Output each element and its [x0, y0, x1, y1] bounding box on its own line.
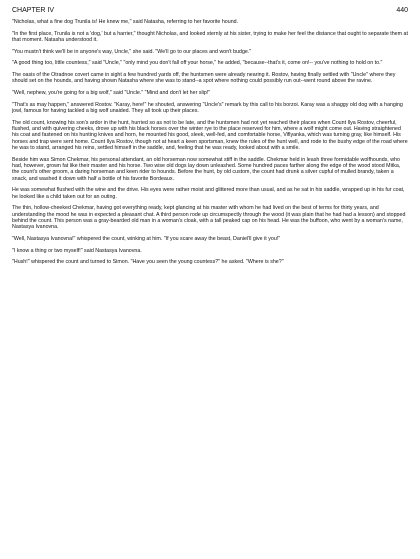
paragraph: "In the first place, Trunila is not a 'dog,' but a harrier," thought Nicholas, and looked sternly at his sister, trying to make her feel the distance that ought to separate them at that moment. Natasha understood it. — [12, 30, 408, 43]
paragraph: The old count, knowing his son's ardor in the hunt, hurried so as not to be late, and the huntsmen had not yet reached their places when Count Ilya Rostov, cheerful, flushed, and with quivering cheeks, drove up with his black horses over the winter rye to the place reserved for him, where a wolf might come out. Having straightened his coat and fastened on his hunting knives and horn, he mounted his good, sleek, well-fed, and comfortable horse, Viflyanka, which was turning gray, like himself. His horses and trap were sent home. Count Ilya Rostov, though not at heart a keen sportsman, knew the rules of the hunt well, and rode to the bushy edge of the road where he was to stand, arranged his reins, settled himself in the saddle, and, feeling that he was ready, looked about with a smile. — [12, 119, 408, 151]
body-text — [12, 19, 408, 265]
paragraph: "Nicholas, what a fine dog Trunila is! He knew me," said Natasha, referring to her favorite hound. — [12, 19, 239, 25]
paragraph: The thin, hollow-cheeked Chekmar, having got everything ready, kept glancing at his master with whom he had lived on the best of terms for thirty years, and understanding the mood he was in expected a pleasant chat. A third person rode up circumspectly through the wood (it was plain that he had had a lesson) and stopped behind the count. This person was a gray-bearded old man in a woman's cloak, with a tall peaked cap on his head. He was the buffoon, who went by a woman's name, Nastasya Ivanovna. — [12, 205, 406, 231]
paragraph: He was somewhat flushed with the wine and the drive. His eyes were rather moist and glittered more than usual, and as he sat in his saddle, wrapped up in his fur coat, he looked like a child taken out for an outing. — [12, 187, 405, 200]
paragraph: "Well, nephew, you're going for a big wolf," said "Uncle." "Mind and don't let her slip!" — [12, 89, 211, 96]
paragraph: "Hush!" whispered the count and turned to Simon. "Have you seen the young countess?" he asked. "Where is she?" — [12, 259, 284, 266]
page-number: 440 — [396, 7, 408, 14]
paragraph: "Well, Nastasya Ivanovna!" whispered the count, winking at him. "If you scare away the beast, Daniel'll give it you!" — [12, 235, 281, 242]
paragraph: "That's as may happen," answered Rostov. "Karay, here!" he shouted, answering "Uncle's" remark by this call to his borzoi. Karay was a shaggy old dog with a hanging jowl, famous for having tackled a big wolf unaided. They all took up their places. — [12, 101, 403, 114]
page-header — [12, 6, 408, 15]
paragraph: Beside him was Simon Chekmar, his personal attendant, an old horseman now somewhat stiff in the saddle. Chekmar held in leash three formidable wolfhounds, who had, however, grown fat like their master and his horse. Two wise old dogs lay down unleashed. Some hundred paces farther along the edge of the wood stood Mitka, the count's other groom, a daring horseman and keen rider to hounds. Before the hunt, by old custom, the count had drunk a silver cupful of mulled brandy, taken a snack, and washed it down with half a bottle of his favorite Bordeaux. — [12, 156, 401, 182]
chapter-title: CHAPTER IV — [12, 7, 55, 14]
paragraph: The oasis of the Otradnoe covert came in sight a few hundred yards off, the huntsmen were already nearing it. Rostov, having finally settled with "Uncle" where they should set on the hounds, and having shown Natasha where she was to stand--a spot where nothing could possibly run out--went round above the ravine. — [12, 71, 396, 85]
paragraph: "A good thing too, little countess," said "Uncle," "only mind you don't fall off your horse," he added, "because--that's it, come on!-- you've nothing to hold on to." — [12, 60, 383, 67]
paragraph: "You mustn't think we'll be in anyone's way, Uncle," she said. "We'll go to our places and won't budge." — [12, 48, 252, 55]
paragraph: "I know a thing or two myself!" said Nastasya Ivanovna. — [12, 247, 142, 254]
